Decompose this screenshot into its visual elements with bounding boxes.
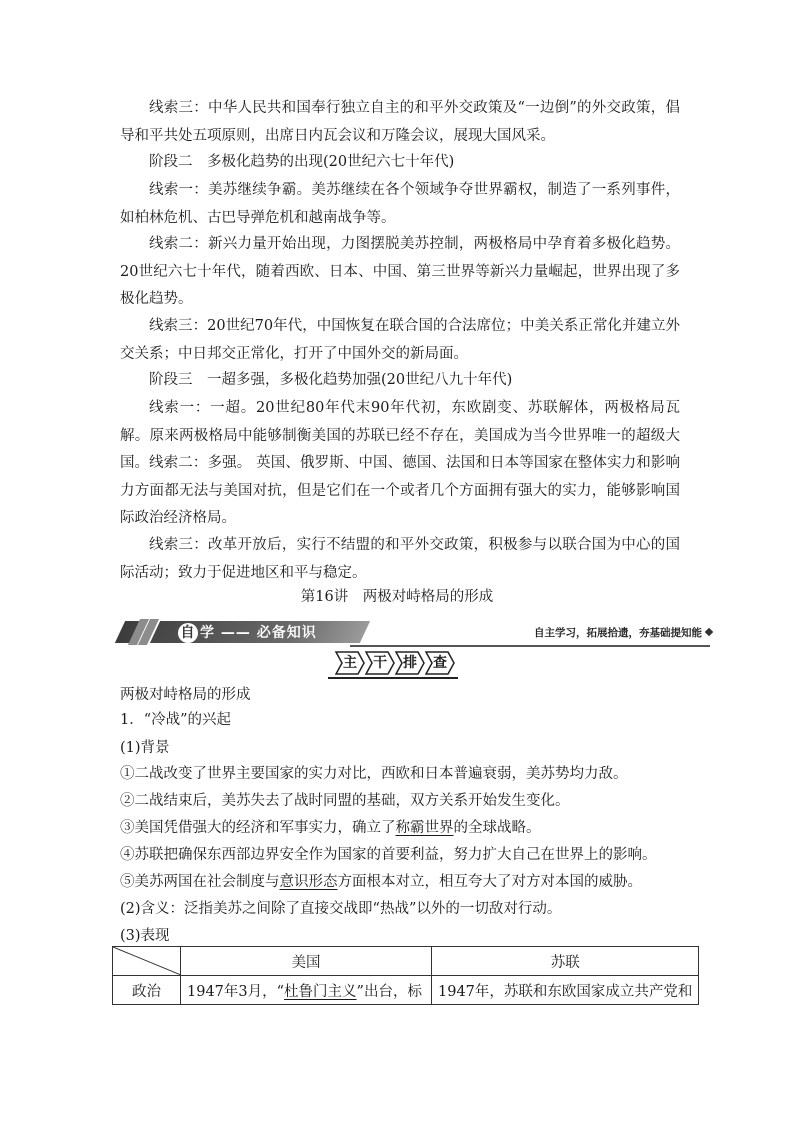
paragraph-clue1-stage3: 线索一：一超。20世纪80年代末90年代初，东欧剧变、苏联解体，两极格局瓦解。原来两极格局中能够制衡美国的苏联已经不存在，美国成为当今世界唯一的超级大国。 (120, 400, 680, 471)
list-item: ①二战改变了世界主要国家的实力对比，西欧和日本普遍衰弱，美苏势均力敌。 (120, 766, 628, 782)
banner-label-rest: 学 —— 必备知识 (200, 625, 317, 641)
cell-us-politics: 1947年3月，“杜鲁门主义”出台，标 (181, 976, 432, 1005)
list-item: ④苏联把确保东西部边界安全作为国家的首要利益，努力扩大自己在世界上的影响。 (120, 847, 657, 863)
chevron-decoration-icon (134, 619, 160, 645)
subheading-background: (1)背景 (120, 740, 170, 756)
paragraph-clue2-stage3: 线索二：多强。 英国、俄罗斯、中国、德国、法国和日本等国家在整体实力和影响力方面都无法与美国对抗，但是它们在一个或者几个方面拥有强大的实力，能够影响国际政治经济格局。 (120, 455, 680, 526)
paragraph-clue1-stage2: 线索一：美苏继续争霸。美苏继续在各个领域争夺世界霸权，制造了一系列事件，如柏林危机、古巴导弹危机和越南战争等。 (120, 182, 680, 226)
diagonal-header-cell (113, 947, 181, 976)
subheading-meaning: (2)含义：泛指美苏之间除了直接交战即“热战”以外的一切敌对行动。 (120, 901, 562, 917)
paragraph-clue3-stage1: 线索三：中华人民共和国奉行独立自主的和平外交政策及“一边倒”的外交政策，倡导和平共处五项原则，出席日内瓦会议和万隆会议，展现大国风采。 (120, 100, 680, 144)
banner-slogan: 自主学习，拓展拾遗，夯基础提知能 (534, 627, 702, 639)
badge-char: 干 (365, 651, 395, 675)
manifestation-table (112, 946, 699, 1005)
diamond-icon (705, 628, 713, 636)
badge-char: 主 (335, 651, 365, 675)
stage-two-heading: 阶段二 多极化趋势的出现(20世纪六七十年代) (149, 154, 455, 170)
paragraph-clue3-stage2: 线索三：20世纪70年代，中国恢复在联合国的合法席位；中美关系正常化并建立外交关系；中日邦交正常化，打开了中国外交的新局面。 (120, 318, 680, 362)
section-badge (335, 651, 455, 677)
lesson-title: 第16讲 两极对峙格局的形成 (300, 589, 494, 605)
key-term: 称霸世界 (395, 820, 454, 836)
list-item: ③美国凭借强大的经济和军事实力，确立了称霸世界的全球战略。 (120, 820, 541, 836)
cell-ussr-politics: 1947年，苏联和东欧国家成立共产党和 (432, 976, 699, 1005)
table-row (113, 976, 699, 1005)
key-term: 杜鲁门主义 (284, 983, 357, 1000)
list-item: ⑤美苏两国在社会制度与意识形态方面根本对立，相互夸大了对方对本国的威胁。 (120, 874, 642, 890)
column-header-us: 美国 (181, 947, 432, 976)
paragraph-clue2-stage2: 线索二：新兴力量开始出现，力图摆脱美苏控制，两极格局中孕育着多极化趋势。20世纪六七十年代，随着西欧、日本、中国、第三世界等新兴力量崛起，世界出现了多极化趋势。 (120, 236, 680, 307)
badge-char: 排 (395, 651, 425, 675)
column-header-ussr: 苏联 (432, 947, 699, 976)
badge-char: 查 (425, 651, 455, 675)
subheading-manifestation: (3)表现 (120, 928, 170, 944)
key-term: 意识形态 (279, 874, 338, 890)
paragraph-clue3-stage3: 线索三：改革开放后，实行不结盟的和平外交政策，积极参与以联合国为中心的国际活动；致力于促进地区和平与稳定。 (120, 537, 680, 581)
section-banner (120, 617, 710, 647)
badge-underline (328, 677, 458, 679)
banner-label (178, 622, 317, 643)
banner-rule (350, 645, 710, 647)
list-item: ②二战结束后，美苏失去了战时同盟的基础，双方关系开始发生变化。 (120, 793, 570, 809)
heading-cold-war-rise: 1．“冷战”的兴起 (120, 712, 232, 728)
topic-title: 两极对峙格局的形成 (120, 687, 251, 703)
stage-three-heading: 阶段三 一超多强，多极化趋势加强(20世纪八九十年代) (149, 372, 513, 388)
banner-label-first: 自 (178, 623, 198, 643)
table-header-row (113, 947, 699, 976)
row-label-politics: 政治 (113, 976, 181, 1005)
